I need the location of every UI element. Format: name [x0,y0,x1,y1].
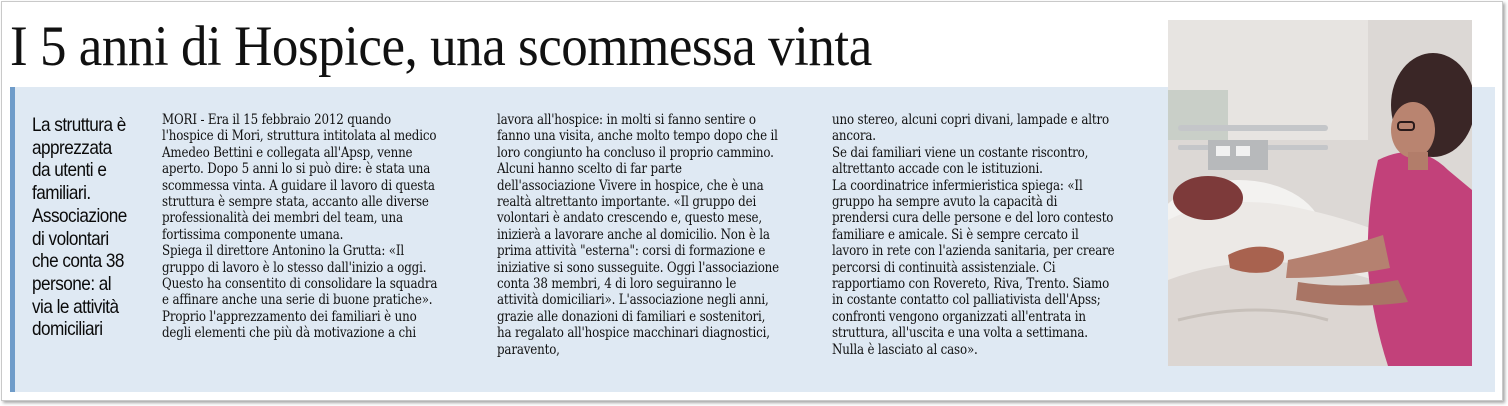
article-photo [1168,20,1472,366]
paragraph: La coordinatrice infermieristica spiega: «Il gruppo ha sempre avuto la capacità di prendersi cura delle persone e del loro contesto familiare e amicale. Si è sempre cercato il lavoro in rete con l'azienda sanitaria, per creare percorsi di continuità assistenziale. Ci rapportiamo con Rovereto, Riva, Trento. Siamo in costante contatto col palliativista dell'Apss; confronti vengono organizzati all'entrata in struttura, all'uscita e una volta a settimana. Nulla è lasciato al caso». [832,177,1115,358]
paragraph: Se dai familiari viene un costante riscontro, altrettanto accade con le istituzioni. [832,144,1089,178]
summary-box: La struttura è apprezzata da utenti e familiari. Associazione di volontari che conta 38 persone: al via le attività domiciliari [32,114,127,341]
accent-bar [10,87,15,392]
article-column-2 [497,112,780,358]
nurse-holding-patient-hand-illustration [1168,20,1472,366]
newspaper-clipping [1,1,1503,401]
paragraph: MORI - Era il 15 febbraio 2012 quando l'hospice di Mori, struttura intitolata al medico Amedeo Bettini e collegata all'Apsp, venne aperto. Dopo 5 anni lo si può dire: è stata una scommessa vinta. A guidare il lavoro di questa struttura è sempre stata, accanto alle diverse professionalità dei membri del team, una fortissima componente umana. [162,112,437,243]
paragraph: Proprio l'apprezzamento dei familiari è uno degli elementi che più dà motivazione a chi [162,308,417,342]
paragraph: Spiega il direttore Antonino la Grutta: «Il gruppo di lavoro è lo stesso dall'inizio a oggi. Questo ha consentito di consolidare la squadra e affinare anche una serie di buone pratiche». [162,243,438,309]
headline: I 5 anni di Hospice, una scommessa vinta [10,15,872,78]
article-column-3 [832,112,1115,358]
paragraph: uno stereo, alcuni copri divani, lampade e altro ancora. [832,112,1109,145]
paragraph: lavora all'hospice: in molti si fanno sentire o fanno una visita, anche molto tempo dopo che il loro congiunto ha concluso il proprio cammino. Alcuni hanno scelto di far parte dell'associazione Vivere in hospice, che è una realtà altrettanto importante. «Il gruppo dei volontari è andato crescendo e, questo mese, inizierà a lavorare anche al domicilio. Non è la prima attività "esterna": corsi di formazione e iniziative si sono susseguite. Oggi l'associazione conta 38 membri, 4 di loro seguiranno le attività domiciliari». L'associazione negli anni, grazie alle donazioni di familiari e sostenitori, ha regalato all'hospice macchinari diagnostici, paravento, [497,112,780,358]
article-column-1 [162,112,445,342]
